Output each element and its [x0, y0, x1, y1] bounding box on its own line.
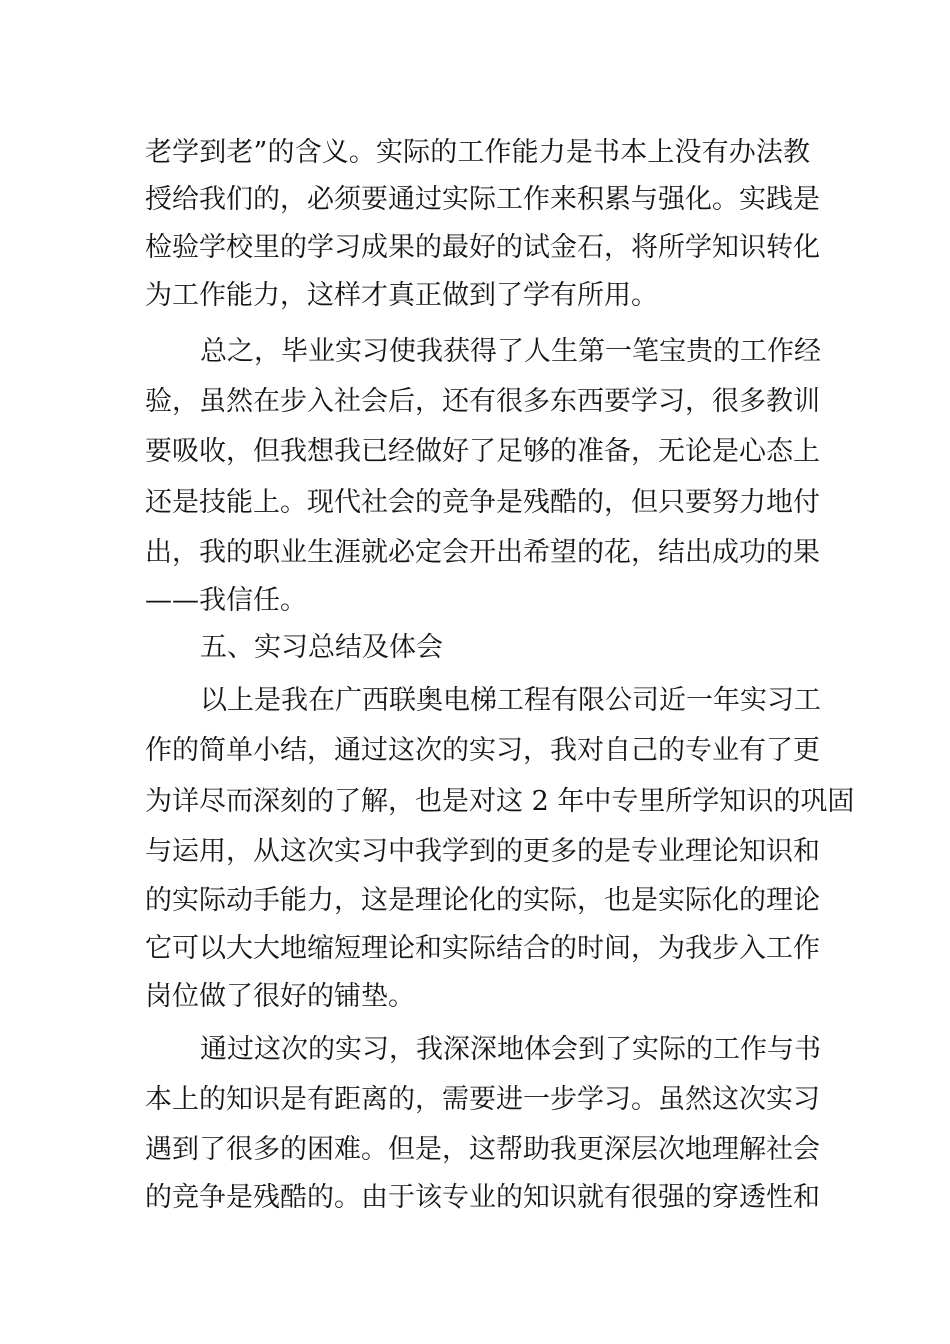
text-line: 老学到老”的含义。实际的工作能力是书本上没有办法教	[145, 137, 810, 168]
text-line: 出，我的职业生涯就必定会开出希望的花，结出成功的果	[145, 537, 820, 568]
paragraph-first-line: 总之，毕业实习使我获得了人生第一笔宝贵的工作经	[200, 336, 821, 367]
text-line: 还是技能上。现代社会的竞争是残酷的，但只要努力地付	[145, 487, 820, 518]
text-line: 本上的知识是有距离的，需要进一步学习。虽然这次实习	[145, 1084, 820, 1115]
text-line: 为工作能力，这样才真正做到了学有所用。	[145, 280, 658, 311]
text-line: 的竞争是残酷的。由于该专业的知识就有很强的穿透性和	[145, 1182, 820, 1213]
text-line: 与运用，从这次实习中我学到的更多的是专业理论知识和	[145, 836, 820, 867]
text-line: 授给我们的，必须要通过实际工作来积累与强化。实践是	[145, 184, 820, 215]
text-line: 的实际动手能力，这是理论化的实际，也是实际化的理论	[145, 885, 820, 916]
paragraph-first-line: 以上是我在广西联奥电梯工程有限公司近一年实习工	[200, 685, 821, 716]
text-line: ——我信任。	[145, 585, 307, 616]
text-line: 检验学校里的学习成果的最好的试金石，将所学知识转化	[145, 232, 820, 263]
text-line: 它可以大大地缩短理论和实际结合的时间，为我步入工作	[145, 933, 820, 964]
text-line: 岗位做了很好的铺垫。	[145, 981, 415, 1012]
text-line: 验，虽然在步入社会后，还有很多东西要学习，很多教训	[145, 386, 820, 417]
text-line: 为详尽而深刻的了解，也是对这 2 年中专里所学知识的巩固	[145, 786, 855, 817]
paragraph-first-line: 通过这次的实习，我深深地体会到了实际的工作与书	[200, 1034, 821, 1065]
text-line: 遇到了很多的困难。但是，这帮助我更深层次地理解社会	[145, 1134, 820, 1165]
text-line: 作的简单小结，通过这次的实习，我对自己的专业有了更	[145, 735, 820, 766]
section-heading: 五、实习总结及体会	[200, 632, 443, 663]
text-line: 要吸收，但我想我已经做好了足够的准备，无论是心态上	[145, 436, 820, 467]
